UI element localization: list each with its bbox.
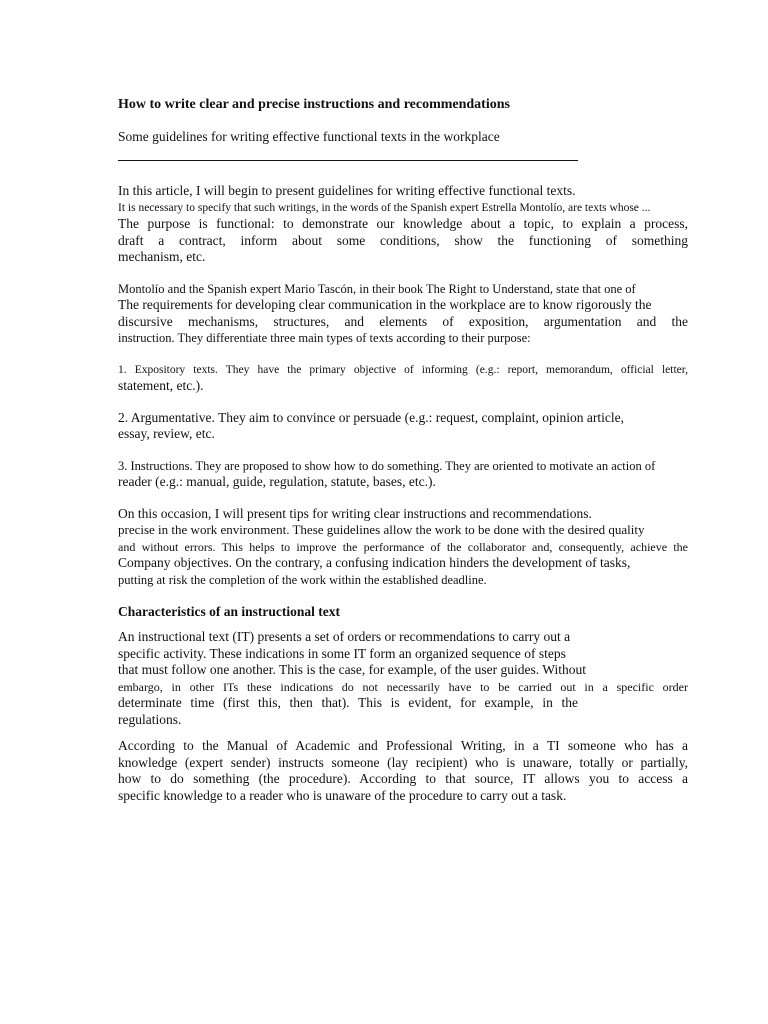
text-line: regulations. [118, 711, 182, 727]
text-line: and without errors. This helps to improve the performance of the collaborator and, consequently, achieve the [118, 539, 688, 554]
text-line: draft a contract, inform about some conditions, show the functioning of something [118, 232, 688, 248]
text-line: 1. Expository texts. They have the primary objective of informing (e.g.: report, memorandum, official letter, [118, 363, 688, 376]
text-line: An instructional text (IT) presents a set of orders or recommendations to carry out a [118, 629, 571, 644]
paragraph-intro [118, 183, 688, 266]
text-line: instruction. They differentiate three main types of texts according to their purpose: [118, 331, 531, 345]
list-item-argumentative [118, 410, 688, 443]
text-line: In this article, I will begin to present guidelines for writing effective functional texts. [118, 183, 576, 198]
document-page [118, 96, 688, 819]
text-line: 2. Argumentative. They aim to convince or persuade (e.g.: request, complaint, opinion article, [118, 409, 624, 425]
text-line: putting at risk the completion of the work within the established deadline. [118, 572, 487, 587]
text-line: On this occasion, I will present tips for writing clear instructions and recommendations. [118, 505, 592, 521]
text-line: According to the Manual of Academic and Professional Writing, in a TI someone who has a [118, 738, 688, 753]
document-title: How to write clear and precise instructions and recommendations [118, 97, 510, 112]
text-line: 3. Instructions. They are proposed to show how to do something. They are oriented to motivate an action of [118, 458, 656, 473]
text-line: It is necessary to specify that such writings, in the words of the Spanish expert Estrella Montolío, are texts whose ... [118, 201, 651, 214]
text-line: statement, etc.). [118, 378, 204, 393]
text-line: specific activity. These indications in some IT form an organized sequence of steps [118, 645, 566, 661]
text-line: precise in the work environment. These guidelines allow the work to be done with the desired quality [118, 522, 645, 537]
text-line: embargo, in other ITs these indications do not necessarily have to be carried out in a specific order [118, 679, 688, 694]
paragraph-it-definition [118, 629, 688, 728]
text-line: determinate time (first this, then that). This is evident, for example, in the [118, 695, 578, 710]
text-line: Company objectives. On the contrary, a confusing indication hinders the development of tasks, [118, 555, 631, 570]
text-line: The purpose is functional: to demonstrate our knowledge about a topic, to explain a process, [118, 216, 688, 231]
text-line: reader (e.g.: manual, guide, regulation, statute, bases, etc.). [118, 474, 436, 489]
horizontal-rule [118, 160, 578, 161]
text-line: mechanism, etc. [118, 249, 206, 264]
text-line: The requirements for developing clear communication in the workplace are to know rigorously the [118, 297, 652, 312]
text-line: discursive mechanisms, structures, and elements of exposition, argumentation and the [118, 313, 688, 329]
paragraph-manual [118, 738, 688, 804]
document-subtitle: Some guidelines for writing effective functional texts in the workplace [118, 129, 500, 144]
list-item-instructions [118, 458, 688, 491]
text-line: how to do something (the procedure). According to that source, IT allows you to access a [118, 771, 688, 786]
section-heading: Characteristics of an instructional text [118, 604, 340, 619]
text-line: knowledge (expert sender) instructs someone (lay recipient) who is unaware, totally or partially, [118, 754, 688, 770]
text-line: Montolío and the Spanish expert Mario Tascón, in their book The Right to Understand, state that one of [118, 281, 636, 296]
paragraph-types [118, 281, 688, 347]
text-line: that must follow one another. This is the case, for example, of the user guides. Without [118, 662, 586, 677]
text-line: essay, review, etc. [118, 426, 215, 441]
paragraph-occasion [118, 506, 688, 589]
text-line: specific knowledge to a reader who is unaware of the procedure to carry out a task. [118, 787, 567, 803]
list-item-expository [118, 362, 688, 395]
